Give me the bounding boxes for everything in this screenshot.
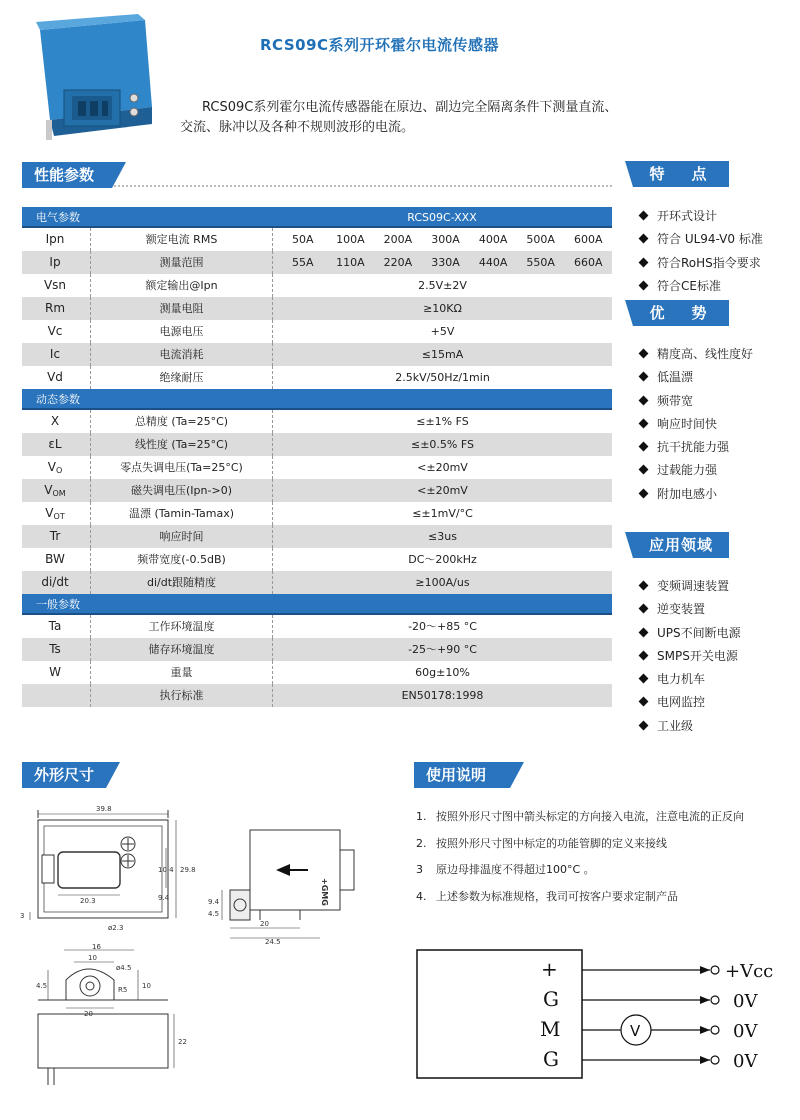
dim-label: 22	[178, 1038, 187, 1046]
list-item: SMPS开关电源	[640, 645, 741, 668]
model-number: RCS09C-XXX	[407, 211, 477, 224]
dim-label: 20	[84, 1010, 93, 1018]
value-cell: 550A	[526, 256, 555, 269]
diamond-bullet-icon	[639, 280, 649, 290]
value-cell: 220A	[383, 256, 413, 269]
table-row	[22, 433, 612, 456]
dim-label: ø4.5	[116, 964, 132, 972]
diamond-bullet-icon	[639, 395, 649, 405]
list-item: 抗干扰能力强	[640, 436, 753, 459]
list-item: 精度高、线性度好	[640, 343, 753, 366]
param-symbol: Ip	[49, 255, 61, 269]
usage-item: 1. 按照外形尺寸图中箭头标定的方向接入电流，注意电流的正反向	[416, 810, 744, 823]
usage-item: 4. 上述参数为标准规格，我司可按客户要求定制产品	[416, 889, 678, 903]
dim-label: 10.4	[158, 866, 174, 874]
param-name: 测量电阻	[90, 297, 272, 320]
param-value: -20～+85 °C	[272, 615, 612, 638]
document-title: RCS09C系列开环霍尔电流传感器	[260, 36, 500, 54]
param-value: 2.5kV/50Hz/1min	[272, 366, 612, 389]
param-value: ≤±1% FS	[272, 410, 612, 433]
param-value: ≤±1mV/°C	[272, 502, 612, 525]
list-item: 开环式设计	[640, 205, 763, 228]
pin-label: +GMG	[320, 878, 329, 906]
diamond-bullet-icon	[639, 604, 649, 614]
spec-section-electrical	[22, 207, 612, 228]
dim-label: 24.5	[265, 938, 281, 945]
param-name: 零点失调电压(Ta=25°C)	[90, 456, 272, 479]
param-value: ≥10KΩ	[272, 297, 612, 320]
param-symbol: Vsn	[43, 278, 67, 292]
table-row	[22, 571, 612, 594]
table-row	[22, 548, 612, 571]
value-cell: 440A	[478, 256, 508, 269]
list-item: 响应时间快	[640, 413, 753, 436]
list-item: 低温漂	[640, 366, 753, 389]
dim-label: 9.4	[158, 894, 170, 902]
param-symbol: Ic	[49, 347, 61, 361]
output-label: +Vcc	[725, 961, 774, 982]
value-cell: 55A	[292, 256, 314, 269]
param-symbol: εL	[48, 437, 62, 451]
section-tag-applications: 应用领域	[633, 532, 729, 558]
param-name: 响应时间	[90, 525, 272, 548]
dim-label: 9.4	[208, 898, 220, 906]
value-cell: 110A	[336, 256, 365, 269]
diamond-bullet-icon	[639, 257, 649, 267]
param-value: <±20mV	[272, 456, 612, 479]
table-row	[22, 525, 612, 548]
value-cell: 400A	[478, 233, 508, 246]
product-photo	[30, 12, 160, 142]
table-row	[22, 274, 612, 297]
usage-notes	[416, 806, 744, 912]
param-symbol: Ts	[49, 642, 61, 656]
features-list	[640, 205, 763, 298]
meter-label: V	[630, 1022, 641, 1040]
param-symbol: X	[50, 414, 60, 428]
param-value: ≥100A/us	[272, 571, 612, 594]
list-item: 符合RoHS指令要求	[640, 252, 763, 275]
table-row	[22, 615, 612, 638]
param-value: +5V	[272, 320, 612, 343]
diamond-bullet-icon	[639, 418, 649, 428]
table-row	[22, 479, 612, 502]
output-label: 0V	[733, 991, 758, 1012]
section-tag-usage: 使用说明	[414, 762, 510, 788]
value-cell: 660A	[573, 256, 603, 269]
dim-label: 16	[92, 943, 101, 951]
value-cell: 600A	[573, 233, 603, 246]
param-symbol: $V_O$	[47, 460, 63, 475]
param-name: 额定电流 RMS	[90, 228, 272, 251]
param-symbol: Tr	[49, 529, 61, 543]
param-name: 绝缘耐压	[90, 366, 272, 389]
param-value: 2.5V±2V	[272, 274, 612, 297]
advantages-list	[640, 343, 753, 506]
param-symbol: di/dt	[41, 575, 69, 589]
table-row	[22, 456, 612, 479]
pin-label: G	[543, 987, 559, 1011]
dim-label: 10	[88, 954, 97, 962]
value-cell: 330A	[431, 256, 460, 269]
list-item: 符合 UL94-V0 标准	[640, 228, 763, 251]
diamond-bullet-icon	[639, 211, 649, 221]
applications-list	[640, 575, 741, 738]
product-intro: RCS09C系列霍尔电流传感器能在原边、副边完全隔离条件下测量直流、交流、脉冲以及各种不规则波形的电流。	[180, 100, 618, 135]
diamond-bullet-icon	[639, 372, 649, 382]
pin-label: +	[541, 957, 558, 981]
wiring-diagram	[415, 940, 775, 1085]
param-name: di/dt跟随精度	[90, 571, 272, 594]
value-cell: 50A	[292, 233, 314, 246]
param-symbol: Ipn	[45, 232, 65, 246]
pin-label: G	[543, 1047, 559, 1071]
dim-label: 10	[142, 982, 151, 990]
list-item: 附加电感小	[640, 483, 753, 506]
list-item: 过载能力强	[640, 459, 753, 482]
diamond-bullet-icon	[639, 720, 649, 730]
param-name: 磁失调电压(Ipn->0)	[90, 479, 272, 502]
value-cell: 300A	[431, 233, 460, 246]
section-tag-dimensions: 外形尺寸	[22, 762, 106, 788]
param-symbol: BW	[45, 552, 65, 566]
diamond-bullet-icon	[639, 674, 649, 684]
dim-label: 20	[260, 920, 269, 928]
section-tag-features: 特 点	[633, 161, 729, 187]
section-tag-advantages: 优 势	[633, 300, 729, 326]
table-row-ipn	[22, 228, 612, 251]
side-view-drawing	[200, 820, 380, 945]
param-name: 工作环境温度	[90, 615, 272, 638]
table-row	[22, 343, 612, 366]
usage-item: 3 原边母排温度不得超过100°C 。	[416, 863, 595, 876]
param-symbol: $V_{OM}$	[44, 483, 66, 498]
param-name: 执行标准	[90, 684, 272, 707]
spec-table	[22, 207, 612, 707]
param-name: 测量范围	[90, 251, 272, 274]
param-values	[272, 251, 612, 274]
param-name: 额定输出@Ipn	[90, 274, 272, 297]
section-label: 动态参数	[36, 393, 80, 406]
param-name: 频带宽度(-0.5dB)	[90, 548, 272, 571]
dim-label: ø2.3	[108, 924, 124, 932]
param-value: DC～200kHz	[272, 548, 612, 571]
table-row	[22, 410, 612, 433]
dim-label: R5	[118, 986, 128, 994]
diamond-bullet-icon	[639, 650, 649, 660]
param-name: 电流消耗	[90, 343, 272, 366]
spec-section-dynamic	[22, 389, 612, 410]
param-symbol: Vc	[47, 324, 63, 338]
param-name: 总精度 (Ta=25°C)	[90, 410, 272, 433]
diamond-bullet-icon	[639, 442, 649, 452]
dim-label: 4.5	[36, 982, 48, 990]
table-row	[22, 320, 612, 343]
front-view-drawing	[18, 800, 198, 940]
spec-section-general	[22, 594, 612, 615]
list-item: 频带宽	[640, 390, 753, 413]
value-cell: 500A	[526, 233, 555, 246]
section-label: 电气参数	[36, 211, 80, 224]
param-name: 储存环境温度	[90, 638, 272, 661]
table-row	[22, 502, 612, 525]
section-tag-performance: 性能参数	[22, 162, 112, 188]
param-value: ≤±0.5% FS	[272, 433, 612, 456]
param-value: -25～+90 °C	[272, 638, 612, 661]
diamond-bullet-icon	[639, 697, 649, 707]
param-name: 温漂 (Tamin-Tamax)	[90, 502, 272, 525]
param-symbol: $V_{OT}$	[45, 506, 65, 521]
param-values	[272, 228, 612, 251]
param-symbol: W	[49, 665, 61, 679]
output-label: 0V	[733, 1051, 758, 1072]
table-row	[22, 661, 612, 684]
diamond-bullet-icon	[639, 627, 649, 637]
pin-label: M	[540, 1017, 561, 1041]
dim-label: 4.5	[208, 910, 220, 918]
dim-label: 29.8	[180, 866, 196, 874]
list-item: 工业级	[640, 715, 741, 738]
usage-item: 2. 按照外形尺寸图中标定的功能管脚的定义来接线	[416, 836, 667, 850]
list-item: 符合CE标准	[640, 275, 763, 298]
table-row	[22, 297, 612, 320]
list-item: 逆变装置	[640, 598, 741, 621]
value-cell: 100A	[336, 233, 365, 246]
table-row-ip	[22, 251, 612, 274]
param-symbol: Rm	[44, 301, 66, 315]
diamond-bullet-icon	[639, 465, 649, 475]
table-row	[22, 366, 612, 389]
param-value: 60g±10%	[272, 661, 612, 684]
section-label: 一般参数	[36, 598, 80, 611]
value-cell: 200A	[383, 233, 413, 246]
list-item: UPS不间断电源	[640, 622, 741, 645]
dim-label: 20.3	[80, 897, 96, 905]
list-item: 变频调速装置	[640, 575, 741, 598]
param-name: 线性度 (Ta=25°C)	[90, 433, 272, 456]
list-item: 电力机车	[640, 668, 741, 691]
param-value: ≤15mA	[272, 343, 612, 366]
param-name: 电源电压	[90, 320, 272, 343]
diamond-bullet-icon	[639, 581, 649, 591]
param-symbol: Vd	[47, 370, 63, 384]
bottom-view-drawing	[18, 940, 198, 1090]
diamond-bullet-icon	[639, 234, 649, 244]
param-value: EN50178:1998	[272, 684, 612, 707]
diamond-bullet-icon	[639, 349, 649, 359]
table-row	[22, 684, 612, 707]
param-symbol: Ta	[48, 619, 62, 633]
param-value: ≤3us	[272, 525, 612, 548]
dim-label: 3	[20, 912, 25, 920]
list-item: 电网监控	[640, 691, 741, 714]
diamond-bullet-icon	[639, 488, 649, 498]
param-value: <±20mV	[272, 479, 612, 502]
output-label: 0V	[733, 1021, 758, 1042]
dim-label: 39.8	[96, 805, 112, 813]
table-row	[22, 638, 612, 661]
param-name: 重量	[90, 661, 272, 684]
